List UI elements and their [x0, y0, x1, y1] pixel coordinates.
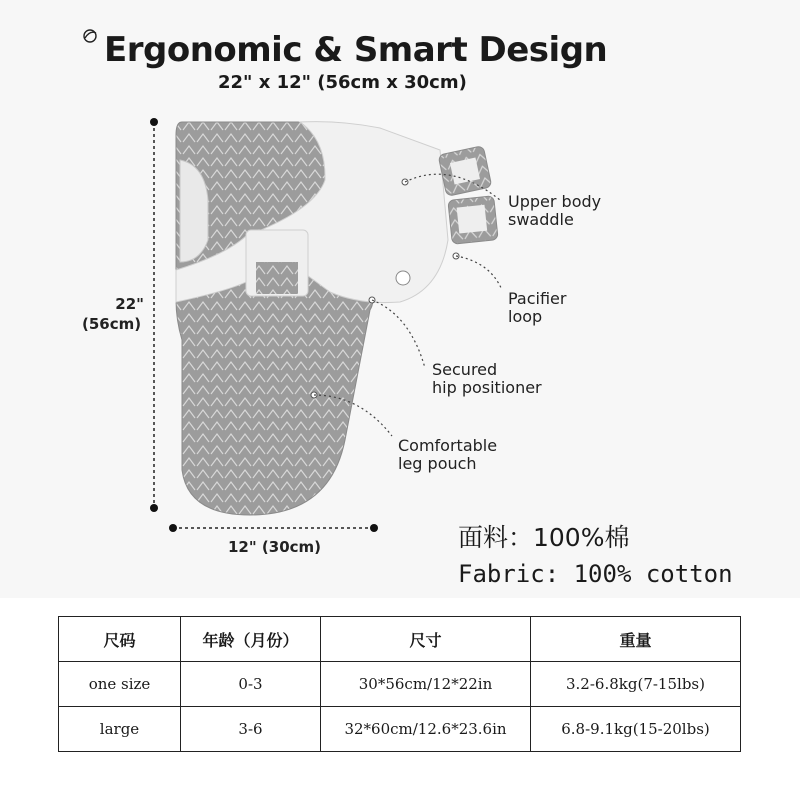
- fabric-chinese-label: 面料：100%棉: [458, 523, 630, 552]
- cell-size: large: [59, 707, 181, 752]
- width-label: 12" (30cm): [228, 538, 322, 556]
- page-title: Ergonomic & Smart Design: [104, 30, 608, 70]
- header-age: 年龄（月份）: [181, 617, 321, 662]
- cell-size: one size: [59, 662, 181, 707]
- cell-dimensions: 32*60cm/12.6*23.6in: [321, 707, 531, 752]
- cell-weight: 6.8-9.1kg(15-20lbs): [531, 707, 741, 752]
- height-label: 22": [115, 295, 144, 313]
- header-weight: 重量: [531, 617, 741, 662]
- callout-hip-positioner: Secured hip positioner: [432, 360, 542, 397]
- callout-pacifier-loop: Pacifier loop: [508, 289, 567, 326]
- table-row: [59, 707, 741, 752]
- page-subtitle: 22" x 12" (56cm x 30cm): [218, 72, 467, 93]
- cell-weight: 3.2-6.8kg(7-15lbs): [531, 662, 741, 707]
- cell-dimensions: 30*56cm/12*22in: [321, 662, 531, 707]
- header-size: 尺码: [59, 617, 181, 662]
- callout-upper-body-swaddle: Upper body swaddle: [508, 192, 602, 229]
- size-table: [58, 616, 741, 752]
- table-header-row: [59, 617, 741, 662]
- header-dimensions: 尺寸: [321, 617, 531, 662]
- fabric-english-label: Fabric: 100% cotton: [458, 560, 733, 588]
- cell-age: 0-3: [181, 662, 321, 707]
- table-row: [59, 662, 741, 707]
- cell-age: 3-6: [181, 707, 321, 752]
- height-cm-label: (56cm): [82, 315, 142, 333]
- callout-leg-pouch: Comfortable leg pouch: [398, 436, 498, 473]
